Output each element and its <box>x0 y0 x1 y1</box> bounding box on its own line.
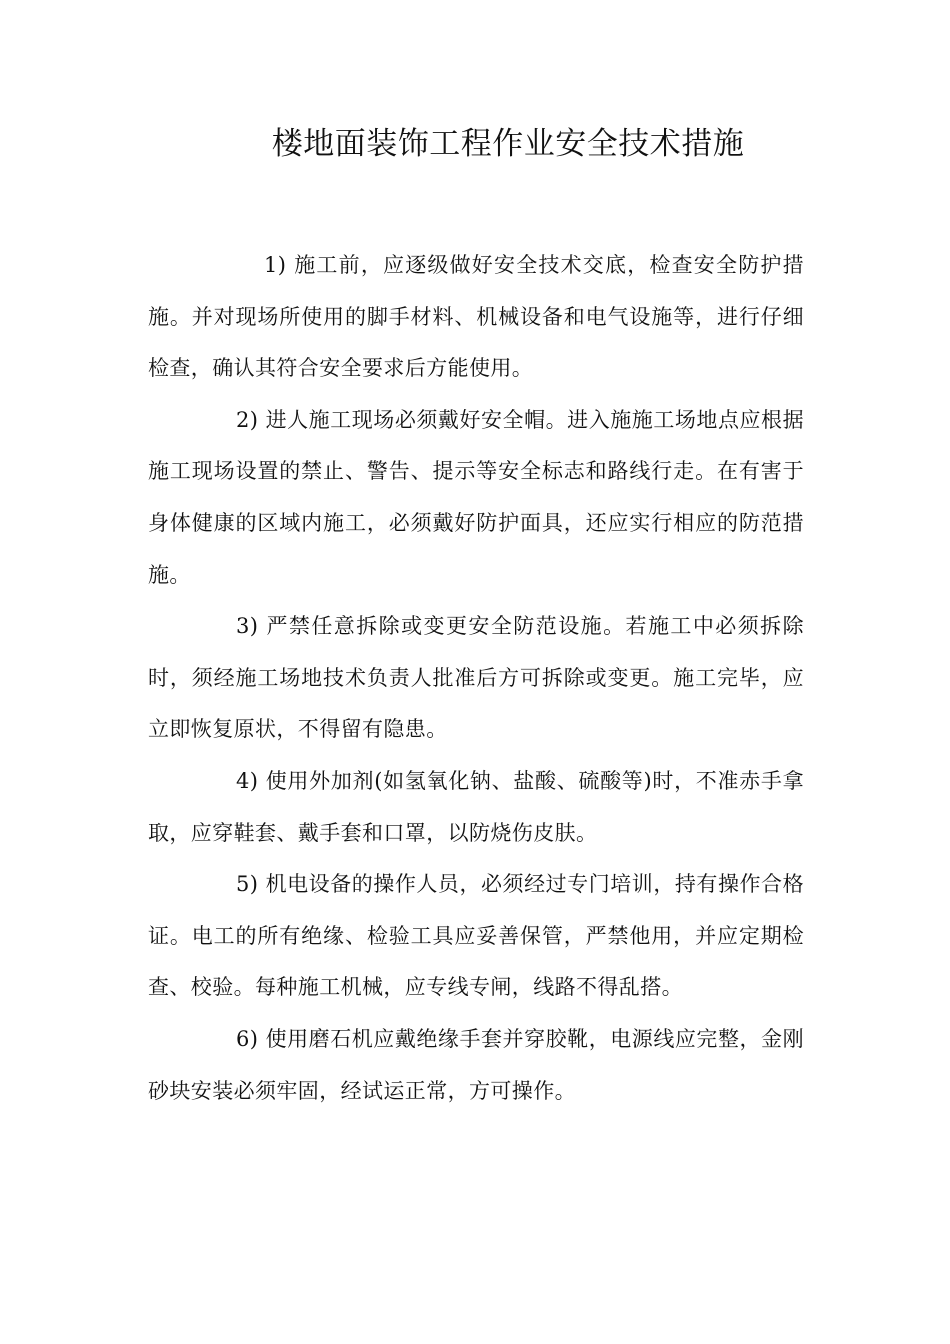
paragraph-1: 1) 施工前，应逐级做好安全技术交底，检查安全防护措施。并对现场所使用的脚手材料、机械设备和电气设施等，进行仔细检查，确认其符合安全要求后方能使用。 <box>148 253 804 381</box>
paragraph-5: 5) 机电设备的操作人员，必须经过专门培训，持有操作合格证。电工的所有绝缘、检验工具应妥善保管，严禁他用，并应定期检查、校验。每种施工机械，应专线专闸，线路不得乱搭。 <box>148 872 804 1000</box>
document-body <box>148 240 804 1117</box>
paragraph-2: 2) 进人施工现场必须戴好安全帽。进入施施工场地点应根据施工现场设置的禁止、警告、提示等安全标志和路线行走。在有害于身体健康的区域内施工，必须戴好防护面具，还应实行相应的防范措施。 <box>148 407 804 587</box>
paragraph-4: 4) 使用外加剂(如氢氧化钠、盐酸、硫酸等)时，不准赤手拿取，应穿鞋套、戴手套和口罩，以防烧伤皮肤。 <box>148 768 804 845</box>
paragraph-6: 6) 使用磨石机应戴绝缘手套并穿胶靴，电源线应完整，金刚砂块安装必须牢固，经试运正常，方可操作。 <box>148 1026 804 1103</box>
paragraph-3: 3) 严禁任意拆除或变更安全防范设施。若施工中必须拆除时，须经施工场地技术负责人批准后方可拆除或变更。施工完毕，应立即恢复原状，不得留有隐患。 <box>148 614 804 742</box>
document-title: 楼地面装饰工程作业安全技术措施 <box>271 126 745 162</box>
